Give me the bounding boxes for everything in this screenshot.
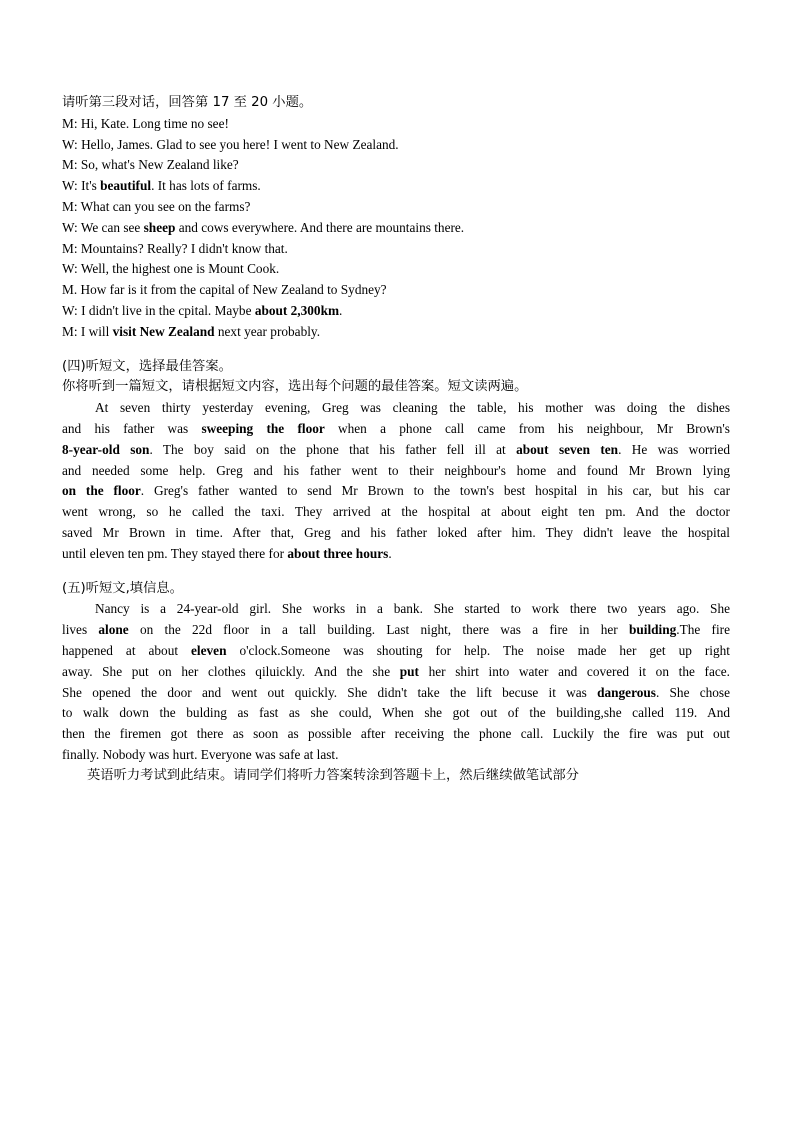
text-run: until eleven ten pm. They stayed there for (62, 545, 288, 561)
text-run: W: Well, the highest one is Mount Cook. (62, 261, 280, 277)
text-run: Nancy is a 24-year-old girl. She works in a bank. She started to work there two years ago. She (95, 601, 730, 617)
text-run: W: Hello, James. Glad to see you here! I went to New Zealand. (62, 136, 399, 152)
passage-line (62, 440, 730, 461)
dialogue-line (62, 114, 730, 135)
document-page (62, 93, 730, 787)
bold-answer: sweeping the floor (201, 420, 325, 436)
passage-line (62, 481, 730, 502)
passage-line (62, 461, 730, 482)
bold-answer: visit New Zealand (112, 323, 215, 339)
text-run: W: We can see (62, 219, 144, 235)
bold-answer: sheep (143, 219, 176, 235)
dialogue-line (62, 239, 730, 260)
text-run: . She chose (655, 684, 730, 700)
bold-answer: about seven ten (516, 441, 619, 457)
passage-line (62, 745, 730, 766)
text-run: her shirt into water and covered it on the face. (418, 663, 730, 679)
text-run: to walk down the bulding as fast as she could, When she got out of the building,she called 119. And (62, 705, 730, 721)
dialogue (62, 114, 730, 343)
text-run: finally. Nobody was hurt. Everyone was safe at last. (62, 746, 339, 762)
passage-line (62, 683, 730, 704)
section4-heading: (四)听短文，选择最佳答案。 (62, 358, 232, 374)
text-run: M: Mountains? Really? I didn't know that. (62, 240, 288, 256)
passage-line (62, 544, 730, 565)
text-run: then the firemen got there as soon as possible after receiving the phone call. Luckily the fire was put out (62, 726, 730, 742)
text-run: . The boy said on the phone that his father fell ill at (149, 441, 517, 457)
text-run: o'clock.Someone was shouting for help. The noise made her get up right (226, 642, 730, 658)
text-run: . He was worried (618, 441, 730, 457)
dialogue-line (62, 176, 730, 197)
passage-line (62, 620, 730, 641)
text-run: away. She put on her clothes qiluickly. And the she (62, 663, 400, 679)
bold-answer: 8-year-old son (62, 441, 150, 457)
text-run: . Greg's father wanted to send Mr Brown to the town's best hospital in his car, but his car (140, 483, 730, 499)
text-run: At seven thirty yesterday evening, Greg was cleaning the table, his mother was doing the dishes (95, 400, 730, 416)
bold-answer: alone (98, 622, 129, 638)
bold-answer: eleven (191, 642, 227, 658)
text-run: M: I will (62, 323, 113, 339)
bold-answer: about 2,300km (254, 302, 340, 318)
text-run: M: Hi, Kate. Long time no see! (62, 115, 229, 131)
text-run: lives (62, 622, 99, 638)
passage-line (62, 724, 730, 745)
text-run: and needed some help. Greg and his father went to their neighbour's home and found Mr Brown lying (62, 462, 730, 478)
dialogue-line (62, 301, 730, 322)
text-run: W: I didn't live in the cpital. Maybe (62, 302, 255, 318)
text-run: M. How far is it from the capital of New Zealand to Sydney? (62, 282, 387, 298)
passage-line (62, 641, 730, 662)
bold-answer: building (628, 622, 677, 638)
dialogue-line (62, 280, 730, 301)
passage-line (62, 398, 730, 419)
dialogue-line (62, 259, 730, 280)
passage-line (62, 703, 730, 724)
section4-instruction: 你将听到一篇短文，请根据短文内容，选出每个问题的最佳答案。短文读两遍。 (62, 379, 528, 395)
dialogue-line (62, 155, 730, 176)
closing-note: 英语听力考试到此结束。请同学们将听力答案转涂到答题卡上，然后继续做笔试部分 (87, 767, 579, 783)
section5-heading: (五)听短文,填信息。 (62, 580, 183, 596)
text-run: . It has lots of farms. (151, 178, 261, 194)
text-run: saved Mr Brown in time. After that, Greg and his father loked after him. They didn't leave the hospital (62, 524, 730, 540)
bold-answer: dangerous (597, 684, 656, 700)
bold-answer: on the floor (62, 483, 141, 499)
text-run: . (339, 302, 343, 318)
section-gap (62, 343, 730, 357)
section4-passage (62, 398, 730, 564)
text-run: M: What can you see on the farms? (62, 198, 251, 214)
section5-passage (62, 599, 730, 765)
text-run: .The fire (676, 622, 730, 638)
text-run: next year probably. (214, 323, 321, 339)
passage-line (62, 662, 730, 683)
bold-answer: beautiful (100, 178, 152, 194)
dialogue-line (62, 322, 730, 343)
text-run: happened at about (62, 642, 192, 658)
section-gap (62, 565, 730, 579)
bold-answer: put (399, 663, 419, 679)
passage-line (62, 502, 730, 523)
bold-answer: about three hours (287, 545, 389, 561)
dialogue-line (62, 218, 730, 239)
text-run: W: It's (62, 178, 101, 194)
text-run: when a phone call came from his neighbour, Mr Brown's (324, 420, 730, 436)
passage-line (62, 599, 730, 620)
passage-line (62, 523, 730, 544)
dialogue-line (62, 135, 730, 156)
section3-heading: 请听第三段对话，回答第 17 至 20 小题。 (62, 95, 313, 110)
text-run: and cows everywhere. And there are mountains there. (175, 219, 465, 235)
text-run: . (388, 545, 392, 561)
text-run: and his father was (62, 420, 202, 436)
text-run: on the 22d floor in a tall building. Last night, there was a fire in her (128, 622, 629, 638)
passage-line (62, 419, 730, 440)
dialogue-line (62, 197, 730, 218)
text-run: M: So, what's New Zealand like? (62, 157, 239, 173)
text-run: went wrong, so he called the taxi. They arrived at the hospital at about eight ten pm. And the doctor (62, 504, 730, 520)
text-run: She opened the door and went out quickly. She didn't take the lift becuse it was (62, 684, 598, 700)
